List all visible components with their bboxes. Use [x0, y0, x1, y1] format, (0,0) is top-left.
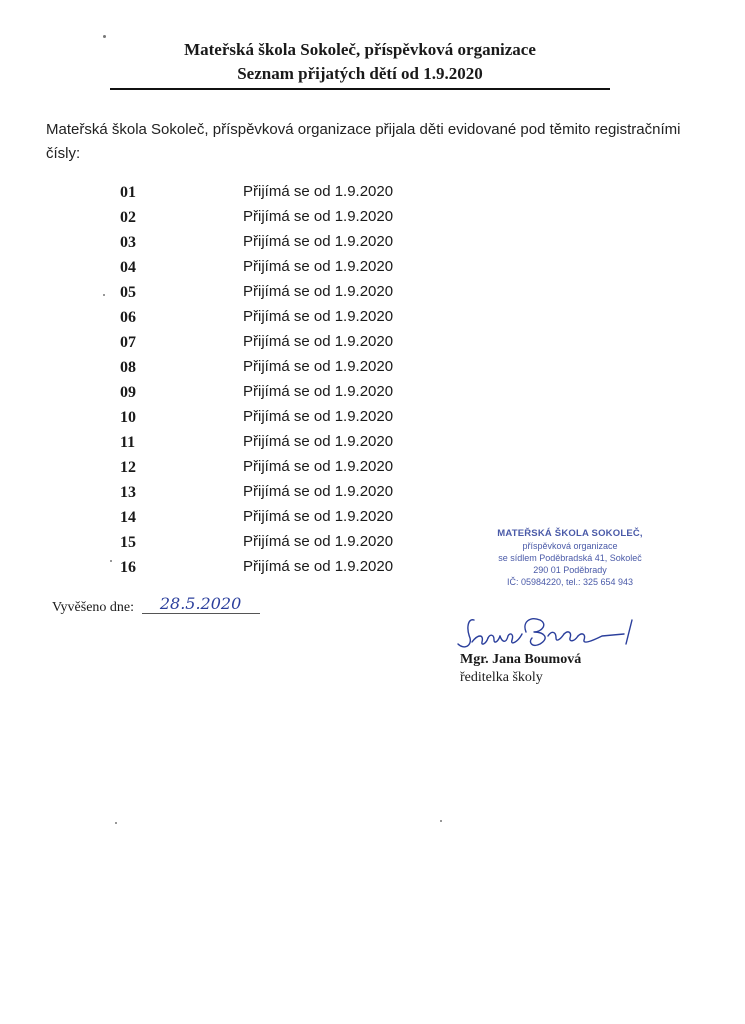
- scan-speck: [440, 820, 442, 822]
- stamp-line-4: 290 01 Poděbrady: [533, 565, 607, 575]
- signatory-role: ředitelka školy: [460, 670, 543, 685]
- admission-status: Přijímá se od 1.9.2020: [243, 308, 394, 325]
- stamp-line-5: IČ: 05984220, tel.: 325 654 943: [506, 577, 634, 587]
- admission-status: Přijímá se od 1.9.2020: [243, 533, 394, 550]
- stamp-line-1: MATEŘSKÁ ŠKOLA SOKOLEČ,: [497, 528, 643, 539]
- child-row: [120, 532, 450, 557]
- posted-date-line: [52, 596, 260, 616]
- child-row: [120, 432, 450, 457]
- child-row: [120, 482, 450, 507]
- child-row: [120, 257, 450, 282]
- stamp-line-3: se sídlem Poděbradská 41, Sokoleč: [498, 553, 642, 563]
- stamp-line-2: příspěvková organizace: [522, 541, 618, 551]
- child-row: [120, 182, 450, 207]
- admission-status: Přijímá se od 1.9.2020: [243, 483, 394, 500]
- registration-number: 04: [120, 259, 136, 276]
- school-stamp: [490, 528, 650, 588]
- registration-number: 11: [120, 434, 136, 451]
- child-row: [120, 207, 450, 232]
- admitted-children-list: [120, 182, 450, 582]
- admission-status: Přijímá se od 1.9.2020: [243, 433, 394, 450]
- child-row: [120, 382, 450, 407]
- registration-number: 03: [120, 234, 136, 251]
- posted-date-handwritten: 28.5.2020: [142, 594, 260, 614]
- registration-number: 13: [120, 484, 136, 501]
- child-row: [120, 557, 450, 582]
- admission-status: Přijímá se od 1.9.2020: [243, 233, 394, 250]
- signatory-name: Mgr. Jana Boumová: [460, 652, 582, 667]
- child-row: [120, 407, 450, 432]
- registration-number: 16: [120, 559, 136, 576]
- document-subtitle: Seznam přijatých dětí od 1.9.2020: [237, 64, 483, 83]
- registration-number: 12: [120, 459, 136, 476]
- child-row: [120, 457, 450, 482]
- registration-number: 07: [120, 334, 136, 351]
- admission-status: Přijímá se od 1.9.2020: [243, 408, 394, 425]
- registration-number: 02: [120, 209, 136, 226]
- admission-status: Přijímá se od 1.9.2020: [243, 283, 394, 300]
- scan-speck: [115, 822, 117, 824]
- scan-speck: [110, 560, 112, 562]
- registration-number: 06: [120, 309, 136, 326]
- registration-number: 15: [120, 534, 136, 551]
- registration-number: 09: [120, 384, 136, 401]
- child-row: [120, 507, 450, 532]
- admission-status: Přijímá se od 1.9.2020: [243, 208, 394, 225]
- registration-number: 10: [120, 409, 136, 426]
- admission-status: Přijímá se od 1.9.2020: [243, 558, 394, 575]
- child-row: [120, 357, 450, 382]
- admission-status: Přijímá se od 1.9.2020: [243, 333, 394, 350]
- child-row: [120, 307, 450, 332]
- registration-number: 08: [120, 359, 136, 376]
- registration-number: 14: [120, 509, 136, 526]
- registration-number: 01: [120, 184, 136, 201]
- registration-number: 05: [120, 284, 136, 301]
- admission-status: Přijímá se od 1.9.2020: [243, 508, 394, 525]
- admission-status: Přijímá se od 1.9.2020: [243, 383, 394, 400]
- admission-status: Přijímá se od 1.9.2020: [243, 183, 394, 200]
- scan-speck: [103, 35, 106, 38]
- child-row: [120, 232, 450, 257]
- document-header: [110, 38, 610, 90]
- admission-status: Přijímá se od 1.9.2020: [243, 358, 394, 375]
- intro-paragraph: Mateřská škola Sokoleč, příspěvková organizace přijala děti evidované pod těmito registračními čísly:: [46, 121, 681, 162]
- document-title: Mateřská škola Sokoleč, příspěvková organizace: [184, 40, 536, 59]
- admission-status: Přijímá se od 1.9.2020: [243, 258, 394, 275]
- admission-status: Přijímá se od 1.9.2020: [243, 458, 394, 475]
- child-row: [120, 332, 450, 357]
- child-row: [120, 282, 450, 307]
- posted-label: Vyvěšeno dne:: [52, 600, 135, 615]
- header-rule: [110, 88, 610, 90]
- scan-speck: [103, 294, 105, 296]
